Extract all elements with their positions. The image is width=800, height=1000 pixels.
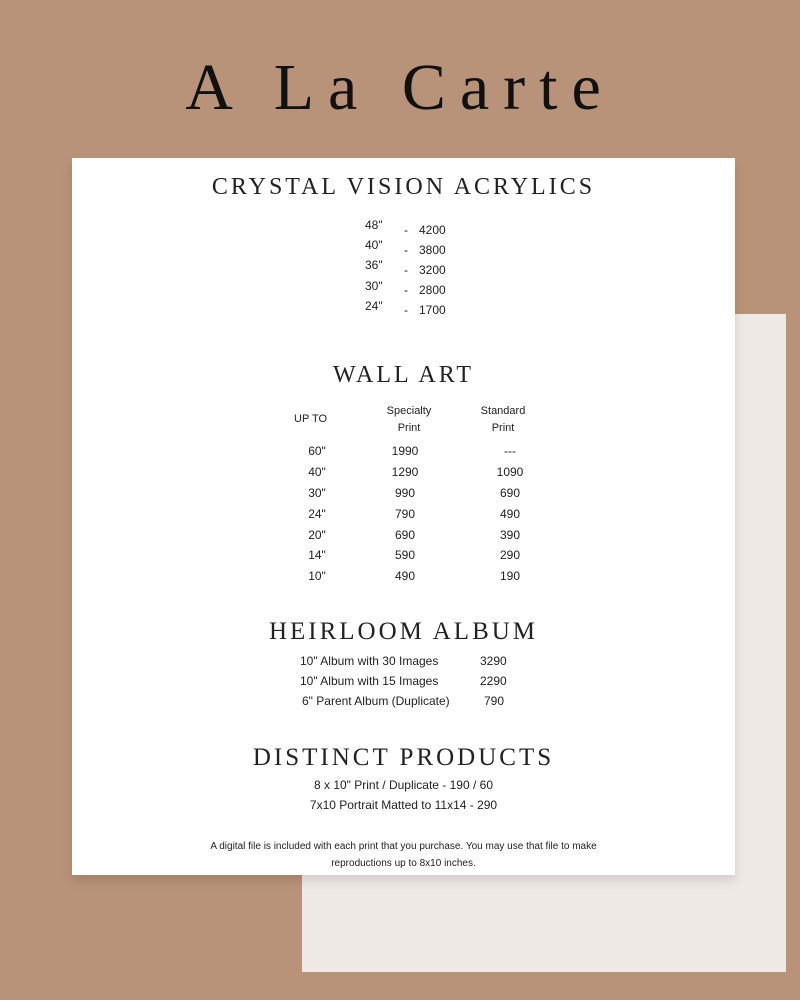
wall-art-header-standard — [468, 403, 538, 437]
wall-art-specialty-price: 490 — [394, 569, 416, 583]
wall-art-standard-price: 190 — [499, 569, 521, 583]
wall-art-specialty-price: 690 — [394, 528, 416, 542]
wall-art-title: WALL ART — [333, 362, 474, 388]
wall-art-specialty-price: 1990 — [391, 444, 419, 458]
header-text: Specialty — [386, 405, 432, 417]
acrylic-size: 48" — [365, 218, 383, 232]
album-item-price: 2290 — [480, 674, 507, 688]
album-title: HEIRLOOM ALBUM — [268, 618, 539, 645]
digital-file-note — [182, 838, 625, 872]
acrylic-dash: - — [404, 303, 408, 317]
acrylic-size: 36" — [365, 258, 383, 272]
wall-art-standard-price: 390 — [499, 528, 521, 542]
acrylic-price: 1700 — [419, 303, 446, 317]
acrylic-dash: - — [404, 243, 408, 257]
wall-art-header-upto: UP TO — [294, 413, 328, 425]
wall-art-size: 40" — [308, 465, 326, 479]
wall-art-standard-price: --- — [504, 444, 516, 458]
wall-art-size: 60" — [308, 444, 326, 458]
wall-art-size: 30" — [308, 486, 326, 500]
page-title: A La Carte — [185, 51, 615, 124]
acrylic-size: 30" — [365, 279, 383, 293]
distinct-product-line: 7x10 Portrait Matted to 11x14 - 290 — [309, 798, 498, 812]
wall-art-size: 14" — [308, 548, 326, 562]
acrylic-size: 24" — [365, 299, 383, 313]
wall-art-header-specialty — [374, 403, 444, 437]
wall-art-specialty-price: 990 — [394, 486, 416, 500]
acrylic-size: 40" — [365, 238, 383, 252]
acrylic-dash: - — [404, 223, 408, 237]
distinct-product-line: 8 x 10" Print / Duplicate - 190 / 60 — [313, 778, 494, 792]
wall-art-size: 10" — [308, 569, 326, 583]
note-line: reproductions up to 8x10 inches. — [331, 858, 476, 869]
wall-art-size: 24" — [308, 507, 326, 521]
wall-art-specialty-price: 790 — [394, 507, 416, 521]
wall-art-size: 20" — [308, 528, 326, 542]
wall-art-standard-price: 290 — [499, 548, 521, 562]
header-text: Print — [491, 422, 515, 434]
wall-art-standard-price: 490 — [499, 507, 521, 521]
note-line: A digital file is included with each print that you purchase. You may use that file to make — [210, 841, 597, 852]
album-item-name: 6" Parent Album (Duplicate) — [302, 694, 450, 708]
acrylic-price: 3800 — [419, 243, 446, 257]
album-item-name: 10" Album with 30 Images — [300, 654, 439, 668]
wall-art-specialty-price: 590 — [394, 548, 416, 562]
wall-art-specialty-price: 1290 — [391, 465, 419, 479]
wall-art-standard-price: 1090 — [496, 465, 524, 479]
album-item-price: 790 — [484, 694, 505, 708]
acrylic-price: 4200 — [419, 223, 446, 237]
acrylics-title: CRYSTAL VISION ACRYLICS — [211, 174, 596, 200]
album-item-price: 3290 — [480, 654, 507, 668]
album-item-name: 10" Album with 15 Images — [300, 674, 439, 688]
distinct-products-title: DISTINCT PRODUCTS — [252, 744, 555, 771]
acrylic-price: 3200 — [419, 263, 446, 277]
acrylic-price: 2800 — [419, 283, 446, 297]
acrylic-dash: - — [404, 263, 408, 277]
wall-art-standard-price: 690 — [499, 486, 521, 500]
acrylic-dash: - — [404, 283, 408, 297]
header-text: Print — [397, 422, 421, 434]
price-list-card — [72, 158, 735, 875]
header-text: Standard — [480, 405, 526, 417]
